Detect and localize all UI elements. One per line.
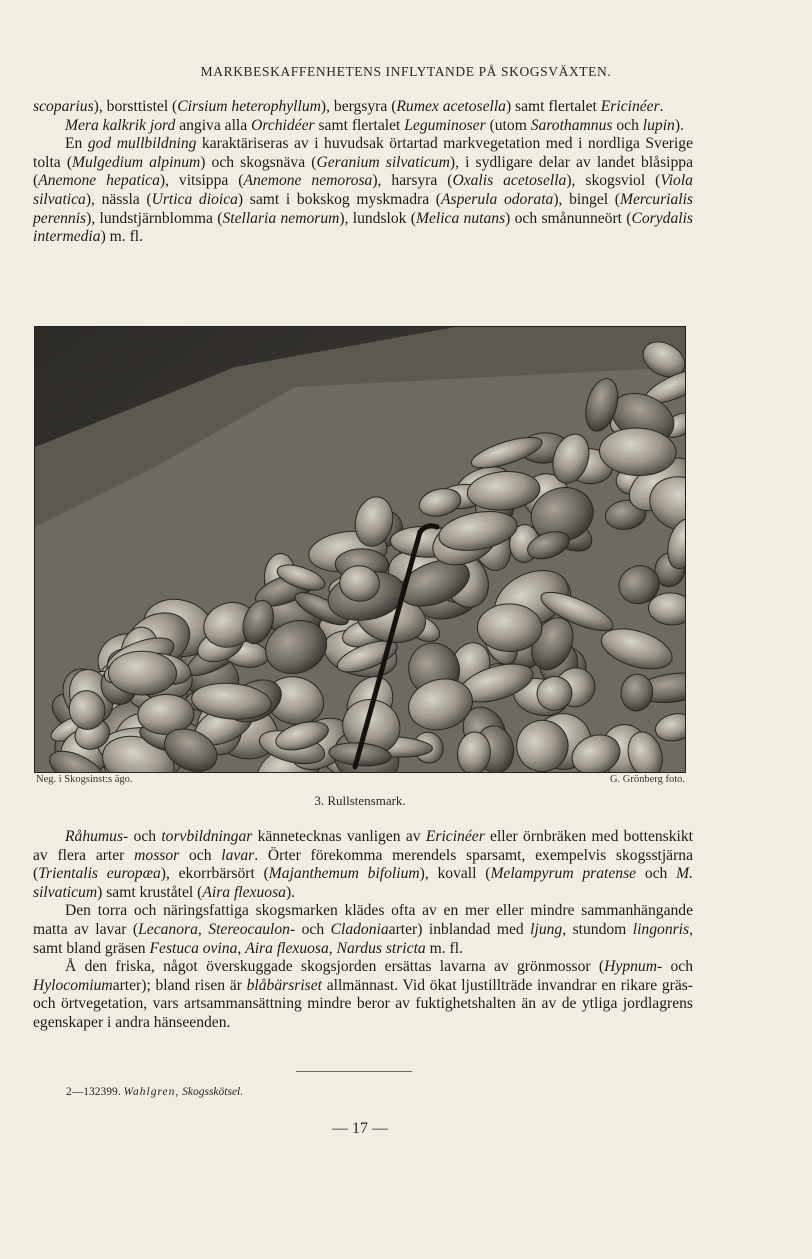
text-run: - och xyxy=(289,920,331,938)
text-run: ), bergsyra ( xyxy=(320,98,397,115)
paragraph xyxy=(33,828,693,902)
text-run: , xyxy=(328,939,337,957)
text-run: , samt bland gräsen xyxy=(33,920,693,957)
italic-run: Mercurialis perennis xyxy=(33,190,694,227)
text-run: allmännast. Vid ökat ljustillträde invandrar en rikare gräs- och örtvegetation, vars artsammansättning mindre beror av fuktighetshalten än av de ytliga jordlagrens egenskaper i andra hänseenden. xyxy=(33,976,694,1031)
text-run: ) och skogsnäva ( xyxy=(200,153,317,171)
photograph-rullstensmark xyxy=(34,326,686,773)
italic-run: Anemone nemorosa xyxy=(243,172,373,190)
text-run: . Örter förekomma merendels sparsamt, exempelvis skogsstjärna ( xyxy=(33,846,694,883)
italic-run: scoparius xyxy=(33,98,94,115)
italic-run: ljung xyxy=(530,920,563,938)
photo-illustration xyxy=(35,327,685,772)
footnote xyxy=(66,1086,243,1098)
text-run: . xyxy=(659,98,664,115)
italic-run: Geranium silvaticum xyxy=(316,153,450,171)
text-run: eller örnbräken med bottenskikt av flera arter xyxy=(33,828,693,864)
text-run: Den torra och näringsfattiga skogsmarken klädes ofta av en mer eller mindre sammanhängande matta av lavar ( xyxy=(33,902,693,938)
italic-run: Mera kalkrik jord xyxy=(65,116,176,134)
text-run: ), i sydligare delar av landet blåsippa ( xyxy=(33,153,694,190)
footnote-rule xyxy=(296,1071,412,1072)
text-run: ), lundslok ( xyxy=(339,209,416,227)
italic-run: Melampyrum pratense xyxy=(490,865,637,883)
text-run: ), vitsippa ( xyxy=(159,172,244,190)
text-run: ), borsttistel ( xyxy=(93,98,178,115)
italic-run: Corydalis intermedia xyxy=(33,209,693,246)
italic-run: god mullbildning xyxy=(87,135,197,153)
italic-run: Cladonia xyxy=(330,920,389,938)
text-run: , stundom xyxy=(562,920,633,938)
page-number: — 17 — xyxy=(332,1120,388,1137)
text-run: ), harsyra ( xyxy=(372,172,453,190)
italic-run: Cirsium heterophyllum xyxy=(177,98,321,115)
italic-run: Orchidéer xyxy=(251,116,315,134)
italic-run: Anemone hepatica xyxy=(38,172,160,190)
text-run: Å den friska, något överskuggade skogsjorden ersättas lavarna av grönmossor ( xyxy=(65,958,605,976)
italic-run: mossor xyxy=(134,846,180,864)
photo-credit-photographer: G. Grönberg foto. xyxy=(609,774,685,785)
text-run: - och xyxy=(123,828,162,845)
italic-run: Stereocaulon xyxy=(208,920,290,938)
italic-run: Lecanora xyxy=(138,920,198,938)
stone-shape xyxy=(108,651,177,696)
text-run: En xyxy=(65,135,88,153)
text-run: arter); bland risen är xyxy=(112,976,247,994)
italic-run: Trientalis europæa xyxy=(38,865,161,883)
text-run: (utom xyxy=(485,116,531,134)
text-run: samt flertalet xyxy=(314,116,405,134)
italic-run: Leguminoser xyxy=(404,116,486,134)
italic-run: torvbildningar xyxy=(161,828,253,845)
italic-run: Aira flexuosa xyxy=(202,883,286,901)
italic-run: Urtica dioica xyxy=(151,190,238,208)
italic-run: Viola silvatica xyxy=(33,172,693,208)
photo-credit-negative: Neg. i Skogsinst:s ägo. xyxy=(36,774,133,785)
top-text-block xyxy=(33,98,693,247)
italic-run: Asperula odorata xyxy=(441,190,554,208)
stone-shape xyxy=(477,604,542,652)
italic-run: Hylocomium xyxy=(33,976,113,994)
figure-caption: 3. Rullstensmark. xyxy=(314,793,406,808)
text-run: ), ekorrbärsört ( xyxy=(160,865,269,883)
footnote-number: 2—132399. xyxy=(66,1086,121,1098)
italic-run: Nardus stricta xyxy=(336,939,426,957)
paragraph xyxy=(33,135,693,247)
italic-run: Majanthemum bifolium xyxy=(268,865,420,883)
italic-run: Hypnum xyxy=(604,958,657,976)
italic-run: Sarothamnus xyxy=(530,116,613,134)
text-run: ) samt i bokskog myskmadra ( xyxy=(237,190,441,208)
text-run: , xyxy=(197,920,209,938)
italic-run: Festuca ovina xyxy=(149,939,238,957)
text-run: ). xyxy=(674,116,684,134)
paragraph xyxy=(33,117,693,136)
footnote-title: Skogsskötsel. xyxy=(182,1086,244,1098)
paragraph xyxy=(33,902,693,958)
text-run: ). xyxy=(285,883,296,901)
text-run: och xyxy=(636,865,677,883)
text-run: kännetecknas vanligen av xyxy=(252,828,426,845)
italic-run: Melica nutans xyxy=(415,209,506,227)
italic-run: Mulgedium alpinum xyxy=(72,153,201,171)
text-run: ), nässla ( xyxy=(85,190,152,208)
running-head: MARKBESKAFFENHETENS INFLYTANDE PÅ SKOGSVÄXTEN. xyxy=(200,64,612,79)
italic-run: M. silvaticum xyxy=(33,865,694,901)
text-run: - och xyxy=(656,958,694,976)
paragraph xyxy=(33,958,693,1032)
text-run: ) och smånunneört ( xyxy=(505,209,632,227)
text-run: arter) inblandad med xyxy=(388,920,531,938)
italic-run: Ericinéer xyxy=(425,828,485,845)
text-run: m. fl. xyxy=(425,939,463,957)
text-run: och xyxy=(179,846,222,864)
italic-run: lupin xyxy=(642,116,675,134)
italic-run: lingonris xyxy=(632,920,690,938)
text-run: ) m. fl. xyxy=(100,228,144,246)
italic-run: Rumex acetosella xyxy=(396,98,506,115)
text-run: angiva alla xyxy=(175,116,252,134)
text-run: ), lundstjärnblomma ( xyxy=(86,209,223,227)
text-run: ) samt kruståtel ( xyxy=(97,883,203,901)
text-run: ), kovall ( xyxy=(419,865,491,883)
italic-run: Ericinéer xyxy=(600,98,660,115)
italic-run: Oxalis acetosella xyxy=(452,172,567,190)
italic-run: Aira flexuosa xyxy=(245,939,329,957)
text-run: ), skogsviol ( xyxy=(566,172,661,190)
footnote-author: Wahlgren, xyxy=(123,1086,180,1098)
italic-run: blåbärsriset xyxy=(246,976,322,994)
paragraph xyxy=(33,98,693,117)
italic-run: lavar xyxy=(221,846,255,864)
text-run: och xyxy=(612,116,643,134)
text-run: , xyxy=(237,939,246,957)
italic-run: Råhumus xyxy=(65,828,124,845)
text-run: ) samt flertalet xyxy=(505,98,601,115)
bottom-text-block xyxy=(33,828,693,1033)
text-run: karaktäriseras av i huvudsak örtartad markvegetation med i nordliga Sverige tolta ( xyxy=(33,135,693,171)
italic-run: Stellaria nemorum xyxy=(222,209,340,227)
text-run: ), bingel ( xyxy=(553,190,620,208)
